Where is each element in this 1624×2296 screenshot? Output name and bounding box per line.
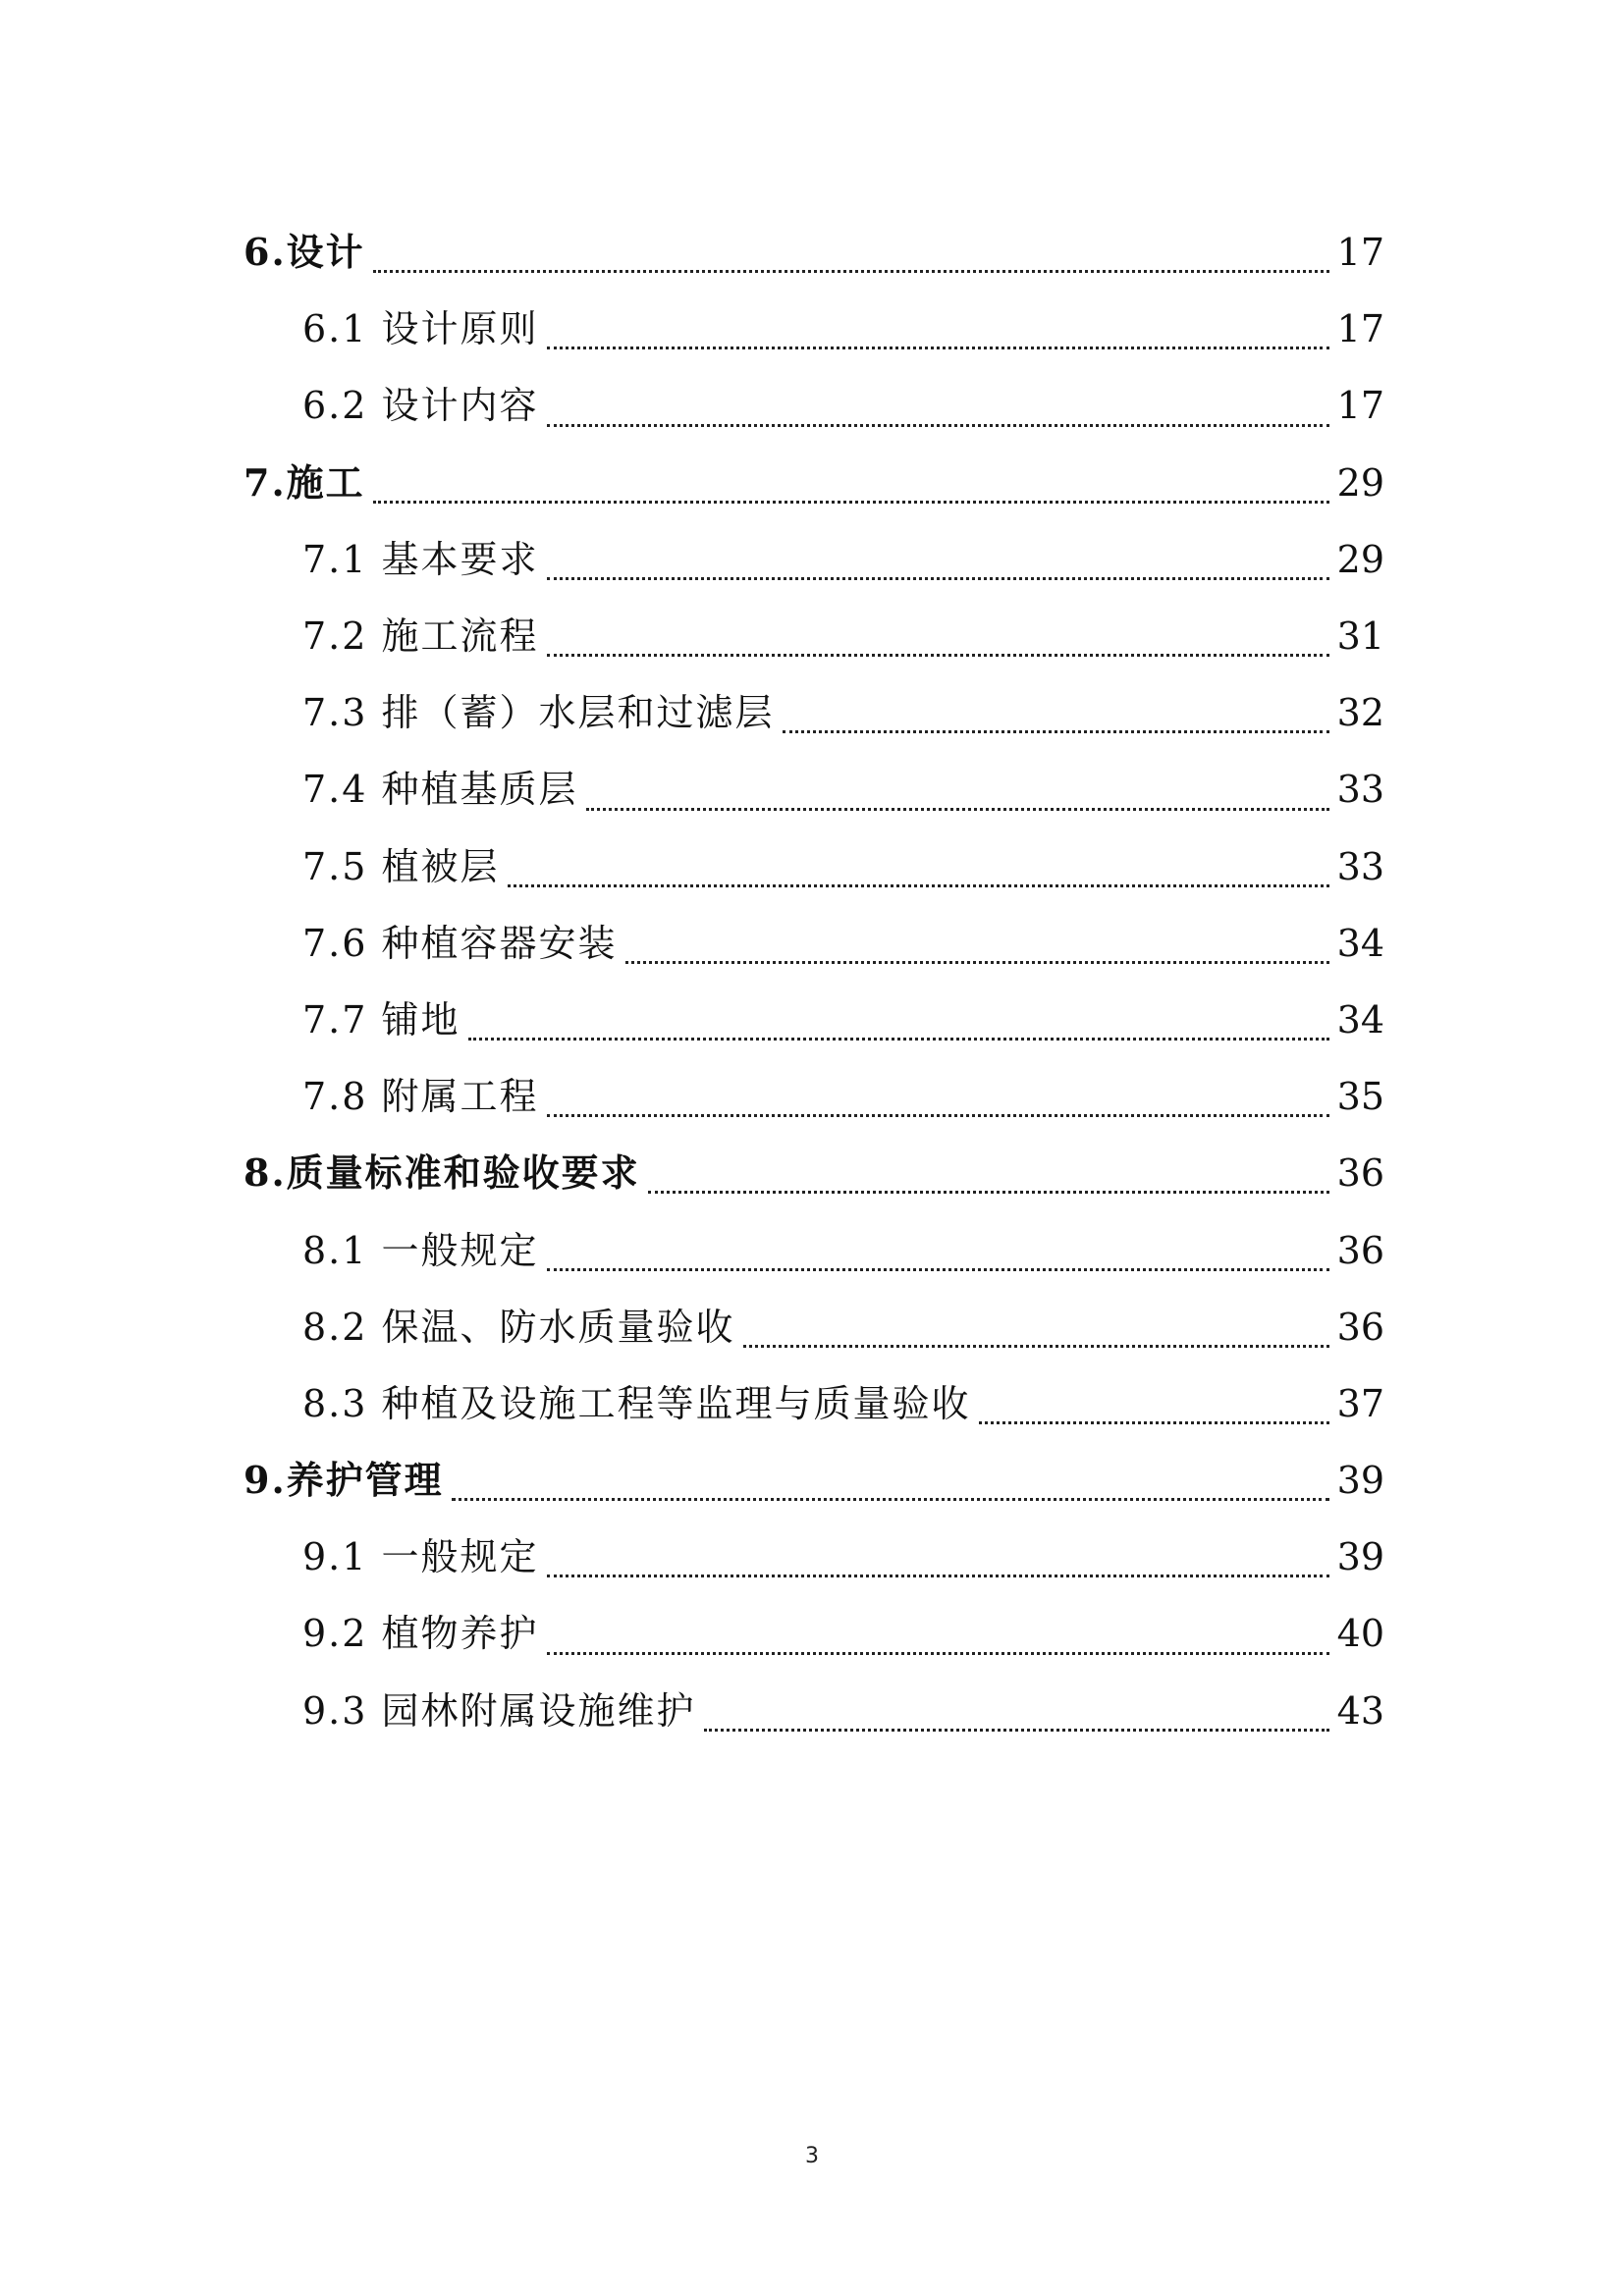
dot-leader <box>547 1268 1329 1271</box>
toc-entry-label: 6.1 设计原则 <box>302 307 539 351</box>
toc-entry-page: 39 <box>1336 1535 1384 1579</box>
toc-entry-8-3[interactable] <box>244 1365 1384 1442</box>
toc-entry-7[interactable] <box>244 445 1384 521</box>
toc-entry-8-1[interactable] <box>244 1211 1384 1288</box>
toc-entry-label: 6.2 设计内容 <box>302 384 539 428</box>
toc-entry-label: 8.质量标准和验收要求 <box>244 1150 640 1196</box>
page-number: 3 <box>805 2144 819 2168</box>
dot-leader <box>547 577 1329 580</box>
dot-leader <box>586 808 1329 811</box>
toc-entry-label: 9.1 一般规定 <box>302 1535 539 1579</box>
toc-entry-6-2[interactable] <box>244 367 1384 444</box>
toc-entry-label: 7.4 种植基质层 <box>302 768 578 812</box>
dot-leader <box>547 424 1329 427</box>
dot-leader <box>547 347 1329 349</box>
toc-entry-page: 17 <box>1336 384 1384 428</box>
toc-entry-9[interactable] <box>244 1442 1384 1519</box>
toc-entry-page: 17 <box>1336 231 1384 275</box>
dot-leader <box>648 1191 1329 1194</box>
dot-leader <box>625 961 1329 964</box>
toc-entry-label: 9.养护管理 <box>244 1458 444 1503</box>
dot-leader <box>547 1114 1329 1117</box>
dot-leader <box>468 1038 1329 1041</box>
toc-entry-label: 7.7 铺地 <box>302 997 460 1041</box>
toc-entry-page: 36 <box>1336 1228 1384 1272</box>
toc-entry-9-2[interactable] <box>244 1595 1384 1672</box>
toc-entry-page: 39 <box>1336 1459 1384 1503</box>
toc-entry-7-2[interactable] <box>244 598 1384 674</box>
toc-entry-label: 6.设计 <box>244 230 365 275</box>
dot-leader <box>704 1729 1329 1732</box>
dot-leader <box>547 654 1329 657</box>
dot-leader <box>547 1575 1329 1577</box>
toc-entry-label: 7.施工 <box>244 459 365 505</box>
toc-entry-9-3[interactable] <box>244 1673 1384 1749</box>
toc-entry-label: 7.6 种植容器安装 <box>302 921 618 965</box>
toc-entry-label: 7.3 排（蓄）水层和过滤层 <box>302 691 775 735</box>
dot-leader <box>547 1652 1329 1655</box>
toc-entry-7-6[interactable] <box>244 905 1384 982</box>
toc-entry-page: 36 <box>1336 1151 1384 1196</box>
toc-entry-label: 7.5 植被层 <box>302 844 500 888</box>
toc-entry-6-1[interactable] <box>244 291 1384 367</box>
toc-entry-7-5[interactable] <box>244 828 1384 905</box>
dot-leader <box>373 270 1329 273</box>
toc-entry-7-4[interactable] <box>244 751 1384 828</box>
toc-entry-9-1[interactable] <box>244 1519 1384 1595</box>
toc-entry-page: 40 <box>1336 1612 1384 1656</box>
toc-entry-label: 7.1 基本要求 <box>302 537 539 581</box>
toc-entry-page: 37 <box>1336 1381 1384 1425</box>
toc-entry-label: 7.2 施工流程 <box>302 614 539 659</box>
dot-leader <box>373 501 1329 504</box>
toc-entry-page: 34 <box>1336 997 1384 1041</box>
toc-entry-7-8[interactable] <box>244 1058 1384 1135</box>
toc-entry-page: 32 <box>1336 691 1384 735</box>
dot-leader <box>452 1498 1329 1501</box>
toc-entry-6[interactable] <box>244 214 1384 291</box>
toc-entry-label: 8.2 保温、防水质量验收 <box>302 1305 735 1349</box>
toc-entry-page: 33 <box>1336 768 1384 812</box>
toc-entry-label: 8.1 一般规定 <box>302 1228 539 1272</box>
toc-entry-page: 43 <box>1336 1688 1384 1733</box>
toc-entry-page: 36 <box>1336 1305 1384 1349</box>
toc-entry-label: 7.8 附属工程 <box>302 1075 539 1119</box>
toc-entry-7-7[interactable] <box>244 982 1384 1058</box>
toc-entry-page: 31 <box>1336 614 1384 659</box>
toc-entry-label: 8.3 种植及设施工程等监理与质量验收 <box>302 1381 971 1425</box>
dot-leader <box>743 1345 1329 1348</box>
toc-entry-label: 9.3 园林附属设施维护 <box>302 1688 696 1733</box>
dot-leader <box>979 1421 1329 1424</box>
toc-entry-7-3[interactable] <box>244 674 1384 751</box>
dot-leader <box>508 884 1329 887</box>
toc-entry-page: 35 <box>1336 1075 1384 1119</box>
toc-entry-page: 34 <box>1336 921 1384 965</box>
dot-leader <box>783 730 1329 733</box>
toc-entry-page: 29 <box>1336 537 1384 581</box>
toc-entry-7-1[interactable] <box>244 521 1384 598</box>
toc-entry-page: 17 <box>1336 307 1384 351</box>
table-of-contents <box>244 214 1384 1749</box>
toc-entry-label: 9.2 植物养护 <box>302 1612 539 1656</box>
toc-entry-8-2[interactable] <box>244 1289 1384 1365</box>
toc-entry-page: 33 <box>1336 844 1384 888</box>
toc-entry-8[interactable] <box>244 1135 1384 1211</box>
toc-entry-page: 29 <box>1336 460 1384 505</box>
